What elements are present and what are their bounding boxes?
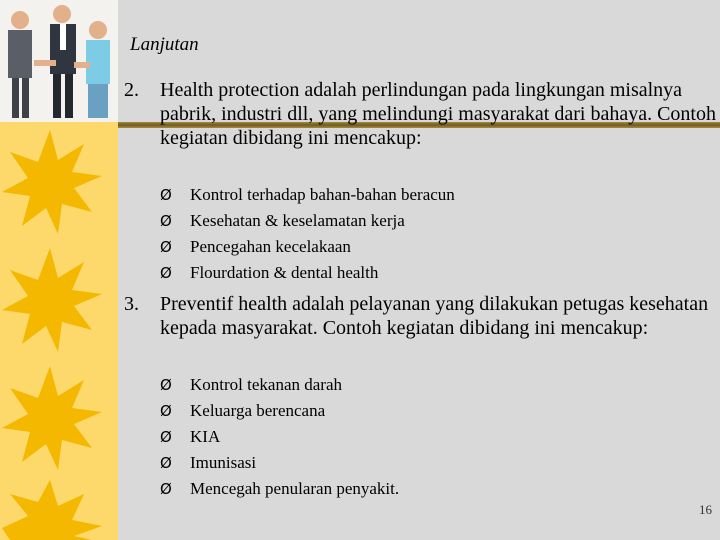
bullet-arrow-icon: Ø (160, 212, 172, 230)
bullet-text: KIA (190, 427, 221, 446)
bullet-arrow-icon: Ø (160, 454, 172, 472)
bullet-text: Pencegahan kecelakaan (190, 237, 351, 256)
bullet-arrow-icon: Ø (160, 480, 172, 498)
bullet-text: Kontrol terhadap bahan-bahan beracun (190, 185, 455, 204)
sun-shape (2, 248, 102, 352)
bullet-text: Imunisasi (190, 453, 257, 472)
decorative-sidebar (0, 0, 118, 540)
sun-shape (2, 130, 102, 234)
business-people-handshake-image (0, 0, 118, 122)
item-number: 3. (124, 293, 139, 315)
bullet-arrow-icon: Ø (160, 376, 172, 394)
bullet-arrow-icon: Ø (160, 264, 172, 282)
item-text: Health protection adalah perlindungan pada lingkungan misalnya pabrik, industri dll, yang melindungi masyarakat dari bahaya. Contoh kegiatan dibidang ini mencakup: (160, 79, 716, 149)
page-number: 16 (699, 502, 712, 517)
bullet-arrow-icon: Ø (160, 238, 172, 256)
bullet-arrow-icon: Ø (160, 428, 172, 446)
bullet-text: Keluarga berencana (190, 401, 326, 420)
item-text: Preventif health adalah pelayanan yang dilakukan petugas kesehatan kepada masyarakat. Contoh kegiatan dibidang ini mencakup: (160, 293, 709, 339)
bullet-text: Kontrol tekanan darah (190, 375, 342, 394)
bullet-text: Mencegah penularan penyakit. (190, 479, 400, 498)
bullet-text: Kesehatan & keselamatan kerja (190, 211, 405, 230)
bullet-arrow-icon: Ø (160, 186, 172, 204)
bullet-text: Flourdation & dental health (190, 263, 379, 282)
item-number: 2. (124, 79, 139, 101)
sun-shape (2, 366, 102, 470)
bullet-arrow-icon: Ø (160, 402, 172, 420)
slide-title: Lanjutan (130, 34, 199, 55)
sun-shape (2, 480, 102, 540)
